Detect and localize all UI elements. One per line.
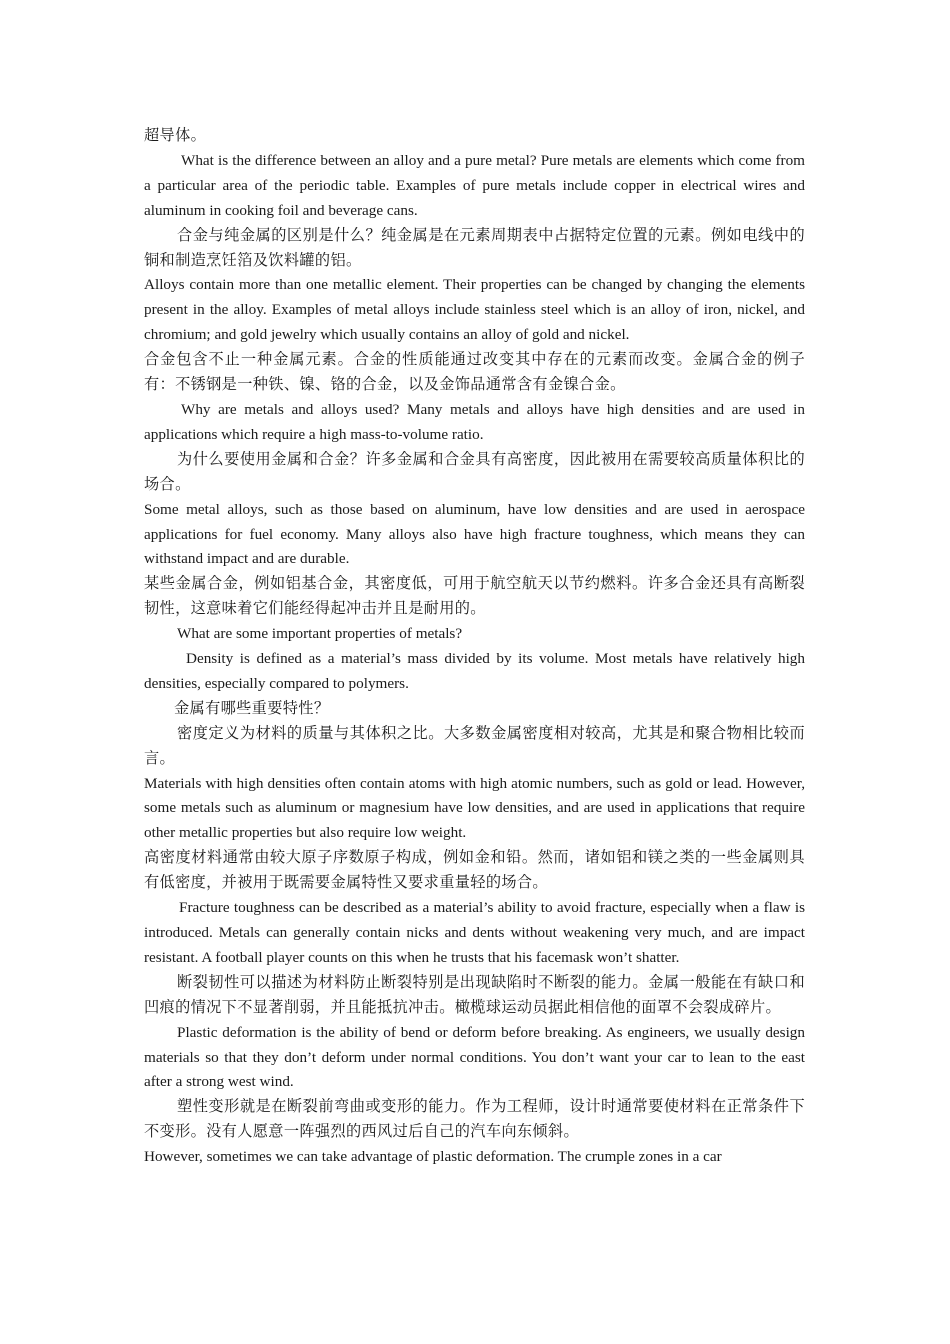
- paragraph-zh-plastic-deformation: 塑性变形就是在断裂前弯曲或变形的能力。作为工程师，设计时通常要使材料在正常条件下不变形。没有人愿意一阵强烈的西风过后自己的汽车向东倾斜。: [144, 1098, 805, 1141]
- paragraph-en-plastic-deformation: Plastic deformation is the ability of bend or deform before breaking. As engineers, we usually design materials so that they don’t deform under normal conditions. You don’t want your car to lean to the east after a strong west wind.: [144, 1023, 805, 1091]
- section-heading-zh-properties: 金属有哪些重要特性？: [174, 699, 330, 717]
- paragraph-en-high-density-materials: Materials with high densities often contain atoms with high atomic numbers, such as gold or lead. However, some metals such as aluminum or magnesium have low densities, and are used in applications that require other metallic properties but also require low weight.: [144, 774, 805, 842]
- paragraph-en-density: Density is defined as a material’s mass divided by its volume. Most metals have relatively high densities, especially compared to polymers.: [144, 650, 805, 692]
- paragraph-en-alloys-contain: Alloys contain more than one metallic element. Their properties can be changed by changing the elements present in the alloy. Examples of metal alloys include stainless steel which is an alloy of iron, nickel, and chromium; and gold jewelry which usually contains an alloy of gold and nickel.: [144, 276, 805, 344]
- section-heading-en-properties: What are some important properties of metals?: [177, 625, 463, 643]
- paragraph-zh-why-metals-used: 为什么要使用金属和合金？许多金属和合金具有高密度，因此被用在需要较高质量体积比的场合。: [144, 450, 805, 493]
- paragraph-zh-alloy-vs-pure-metal: 合金与纯金属的区别是什么？纯金属是在元素周期表中占据特定位置的元素。例如电线中的铜和制造烹饪箔及饮料罐的铝。: [144, 226, 805, 269]
- paragraph-zh-superconductor: 超导体。: [144, 127, 207, 144]
- paragraph-zh-high-density-materials: 高密度材料通常由较大原子序数原子构成，例如金和铅。然而，诸如铝和镁之类的一些金属则具有低密度，并被用于既需要金属特性又要求重量轻的场合。: [144, 849, 805, 892]
- paragraph-en-fracture-toughness: Fracture toughness can be described as a material’s ability to avoid fracture, especially when a flaw is introduced. Metals can generally contain nicks and dents without weakening very much, and are impact resistant. A football player counts on this when he trusts that his facemask won’t shatter.: [144, 899, 805, 966]
- document-page: [144, 124, 805, 1170]
- paragraph-zh-fracture-toughness: 断裂韧性可以描述为材料防止断裂特别是出现缺陷时不断裂的能力。金属一般能在有缺口和凹痕的情况下不显著削弱，并且能抵抗冲击。橄榄球运动员据此相信他的面罩不会裂成碎片。: [144, 973, 805, 1016]
- paragraph-en-alloy-vs-pure-metal: What is the difference between an alloy and a pure metal? Pure metals are elements which come from a particular area of the periodic table. Examples of pure metals include copper in electrical wires and aluminum in cooking foil and beverage cans.: [144, 151, 805, 219]
- paragraph-zh-low-density-alloys: 某些金属合金，例如铝基合金，其密度低，可用于航空航天以节约燃料。许多合金还具有高断裂韧性，这意味着它们能经得起冲击并且是耐用的。: [144, 575, 805, 618]
- paragraph-en-low-density-alloys: Some metal alloys, such as those based on aluminum, have low densities and are used in aerospace applications for fuel economy. Many alloys also have high fracture toughness, which means they can withstand impact and are durable.: [144, 500, 805, 568]
- paragraph-en-why-metals-used: Why are metals and alloys used? Many metals and alloys have high densities and are used in applications which require a high mass-to-volume ratio.: [144, 400, 805, 443]
- paragraph-zh-alloys-contain: 合金包含不止一种金属元素。合金的性质能通过改变其中存在的元素而改变。金属合金的例子有：不锈钢是一种铁、镍、铬的合金，以及金饰品通常含有金镍合金。: [144, 351, 805, 394]
- paragraph-en-crumple-zones: However, sometimes we can take advantage of plastic deformation. The crumple zones in a car: [144, 1148, 722, 1166]
- paragraph-zh-density: 密度定义为材料的质量与其体积之比。大多数金属密度相对较高，尤其是和聚合物相比较而言。: [144, 724, 805, 767]
